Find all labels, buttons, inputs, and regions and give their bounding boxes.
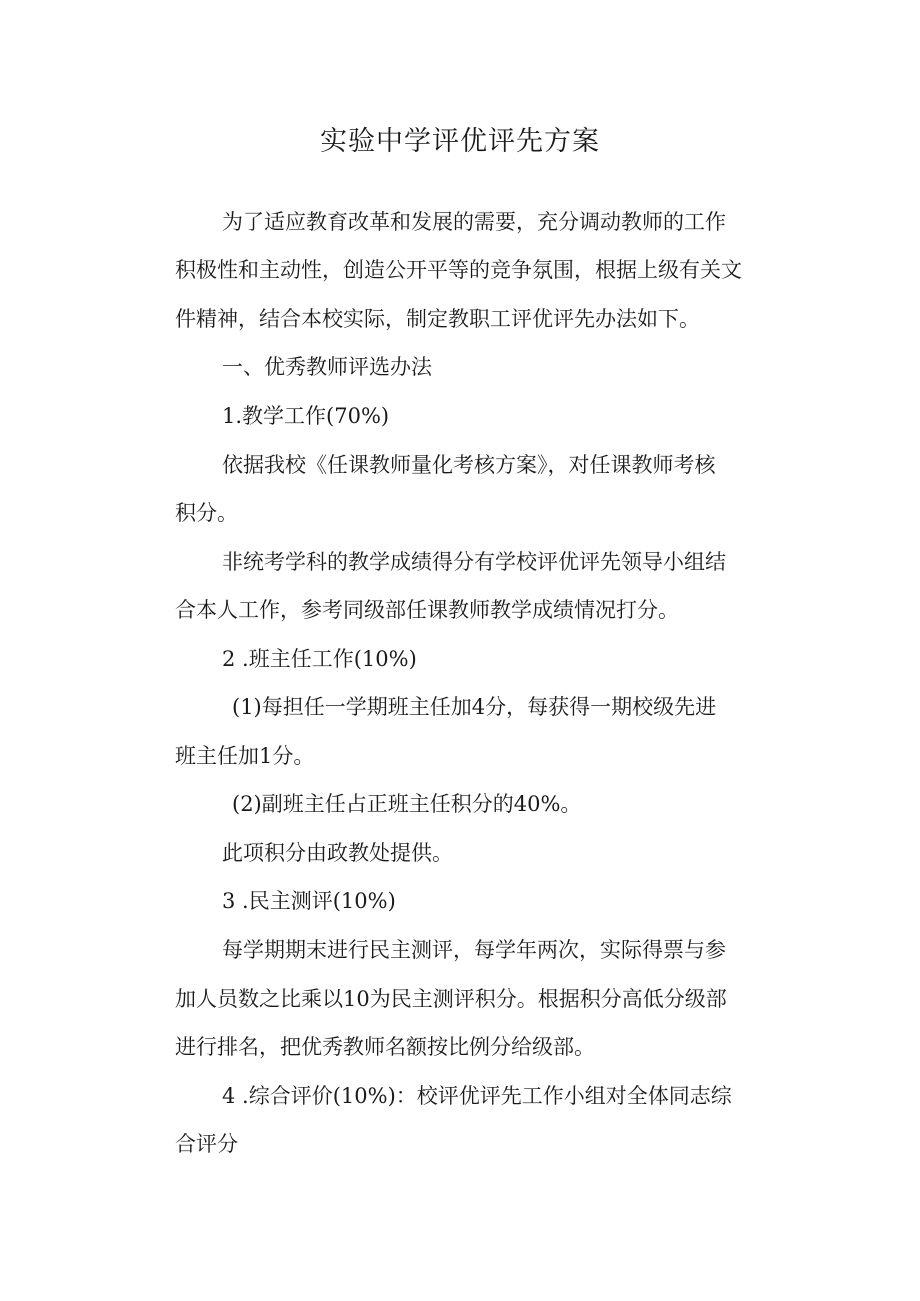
paragraph-line: 每学期期末进行民主测评，每学年两次，实际得票与参 — [222, 938, 726, 962]
subsection-heading: 1.教学工作(70%) — [222, 404, 390, 428]
paragraph-line: 加人员数之比乘以10为民主测评积分。根据积分高低分级部 — [175, 987, 727, 1011]
paragraph-line: 依据我校《任课教师量化考核方案》，对任课教师考核 — [222, 453, 716, 477]
subsection-heading: 3 .民主测评(10%) — [222, 889, 396, 913]
paragraph-line: 积分。 — [175, 501, 238, 525]
list-item-line: (1)每担任一学期班主任加4分，每获得一期校级先进 — [232, 695, 717, 719]
paragraph-line: 件精神，结合本校实际，制定教职工评优评先办法如下。 — [175, 307, 700, 331]
paragraph-line: 此项积分由政教处提供。 — [222, 841, 453, 865]
document-title: 实验中学评优评先方案 — [320, 126, 600, 157]
paragraph-line: 合评分 — [175, 1132, 238, 1156]
paragraph-line: 进行排名，把优秀教师名额按比例分给级部。 — [175, 1035, 595, 1059]
list-item-line: 班主任加1分。 — [175, 744, 315, 768]
paragraph-line: 合本人工作，参考同级部任课教师教学成绩情况打分。 — [175, 598, 679, 622]
paragraph-line: 积极性和主动性，创造公开平等的竞争氛围，根据上级有关文 — [175, 258, 742, 282]
paragraph-line: 为了适应教育改革和发展的需要，充分调动教师的工作 — [222, 210, 726, 234]
list-item-line: (2)副班主任占正班主任积分的40%。 — [232, 792, 582, 816]
subsection-heading: 2 .班主任工作(10%) — [222, 647, 417, 671]
subsection-heading: 4 .综合评价(10%)：校评优评先工作小组对全体同志综 — [222, 1084, 732, 1108]
section-heading: 一、优秀教师评选办法 — [222, 355, 432, 379]
paragraph-line: 非统考学科的教学成绩得分有学校评优评先领导小组结 — [222, 550, 726, 574]
